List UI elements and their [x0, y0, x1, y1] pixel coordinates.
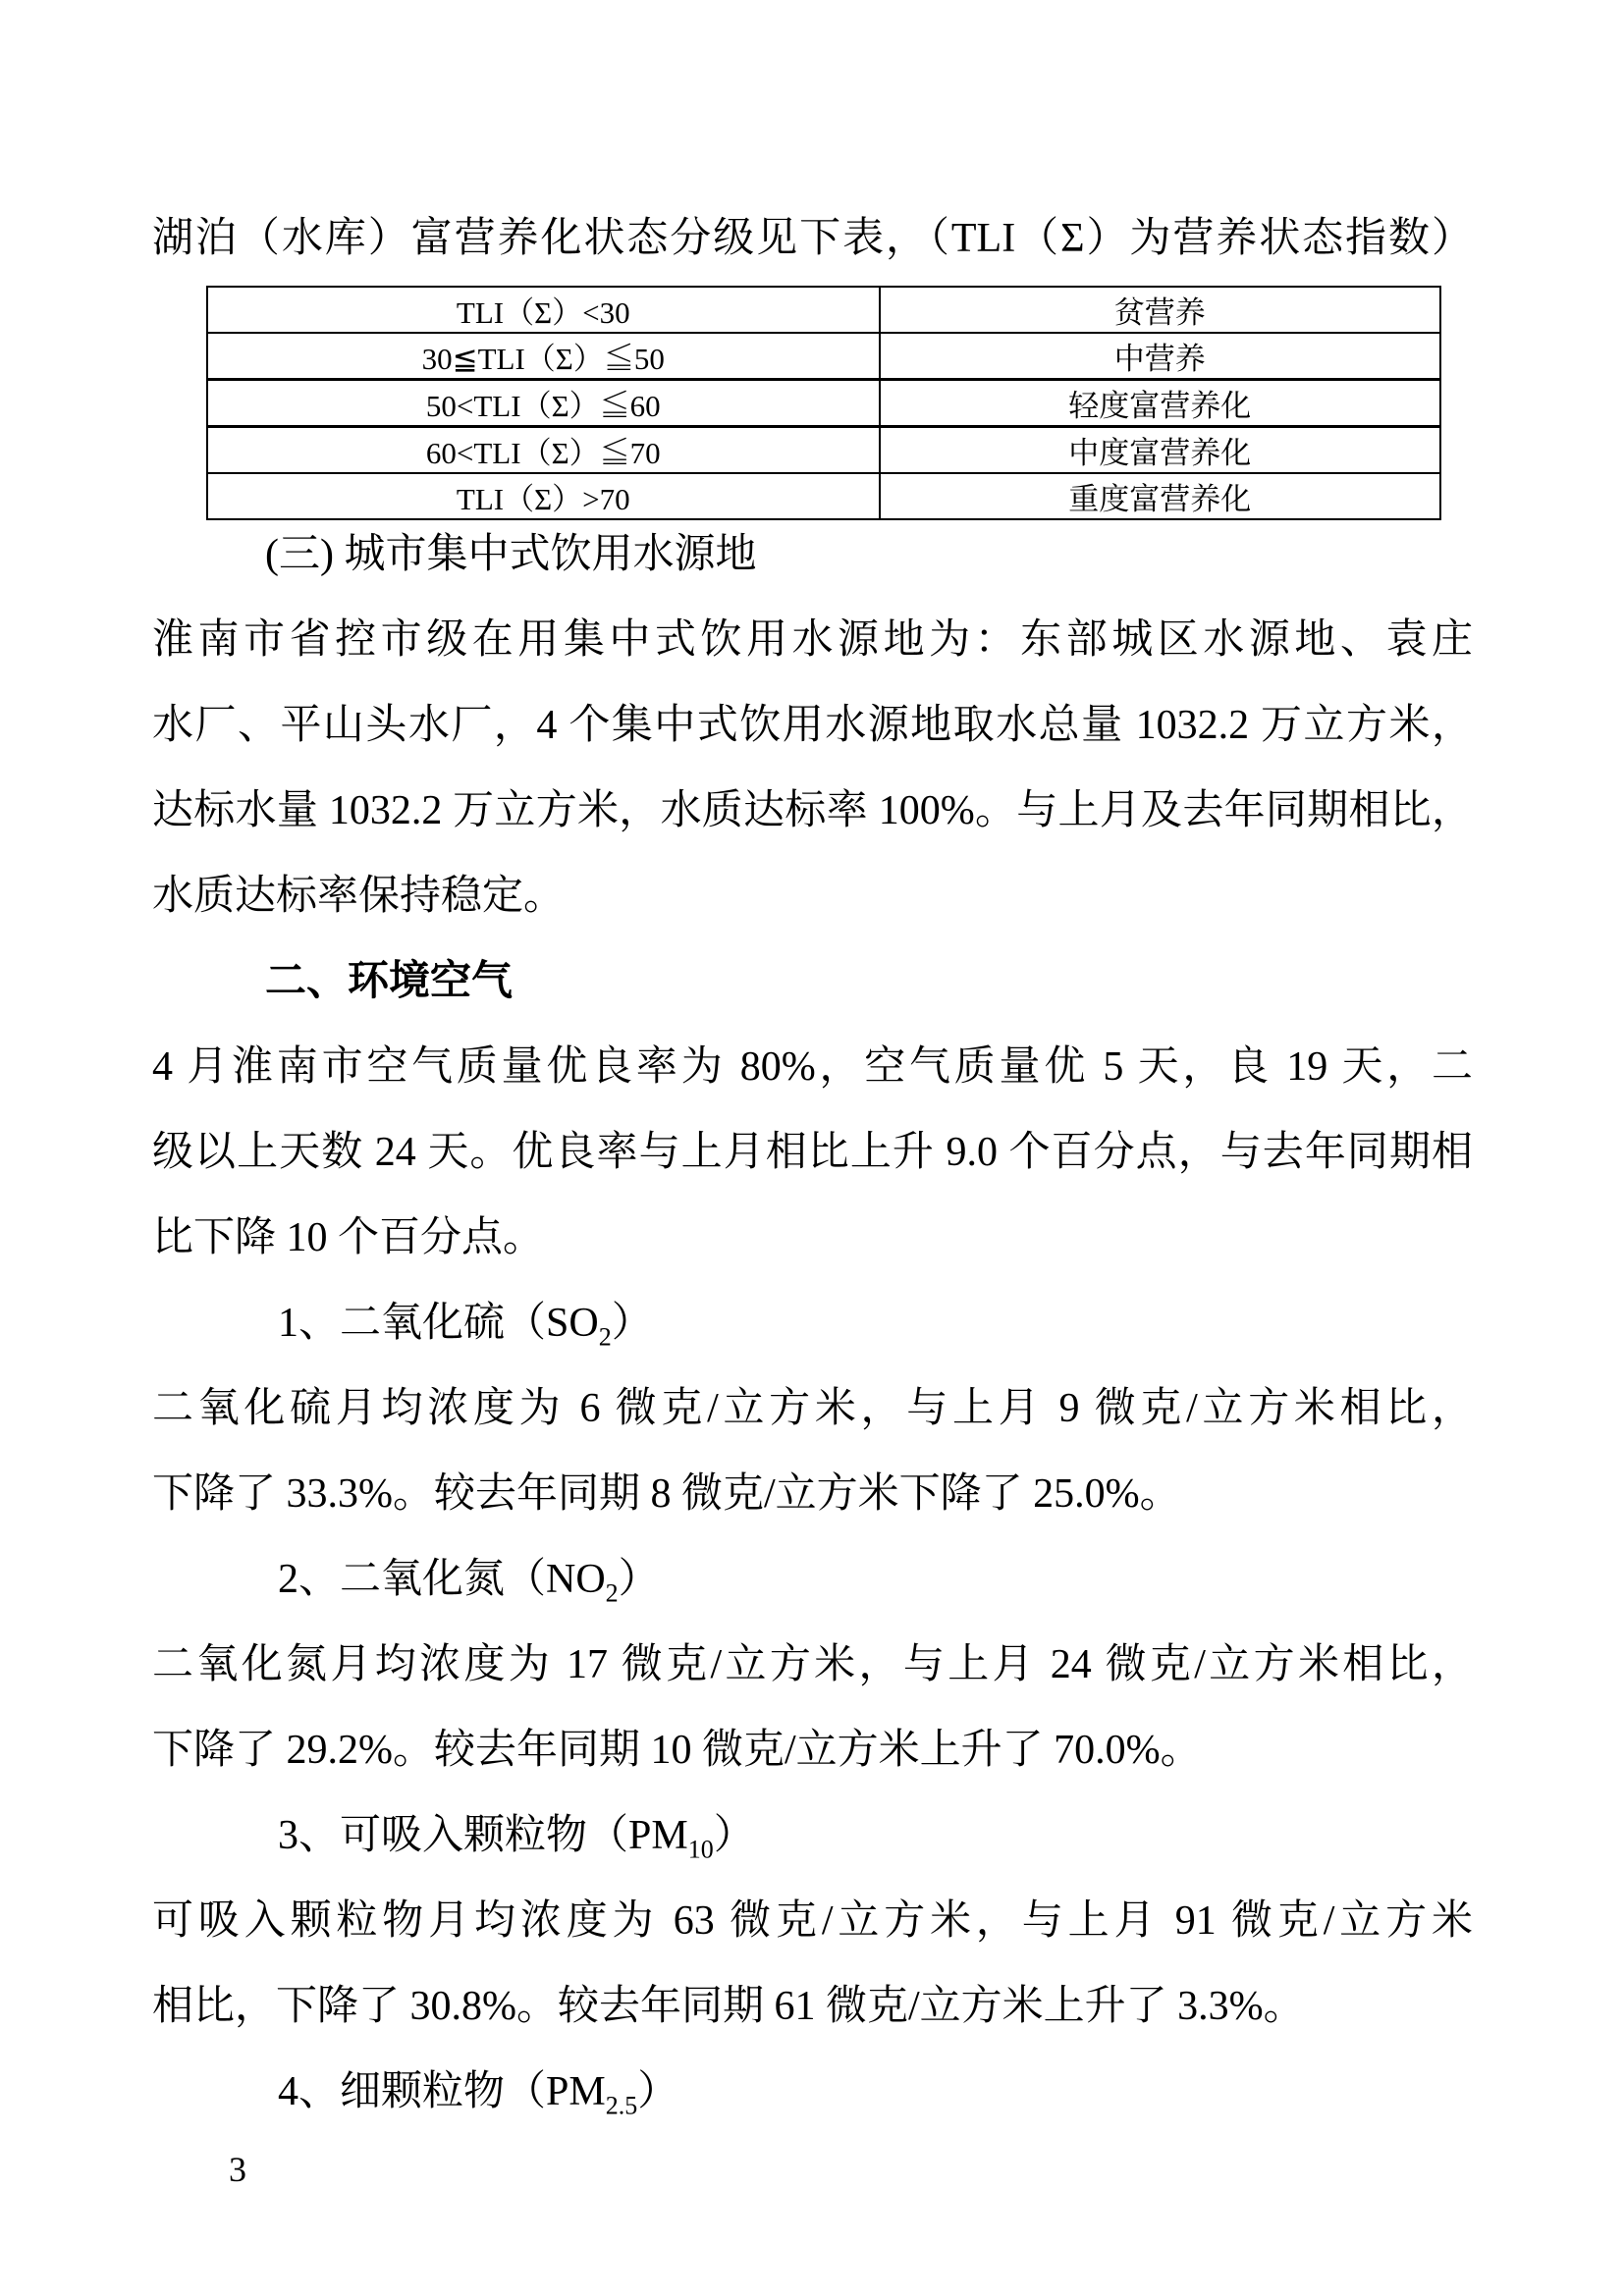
tli-status-cell: 中营养 [880, 333, 1440, 380]
pm25-subscript: 2.5 [605, 2091, 638, 2120]
page-number: 3 [229, 2150, 246, 2189]
water-paragraph-line: 淮南市省控市级在用集中式饮用水源地为：东部城区水源地、袁庄 [152, 617, 1473, 663]
pm10-paragraph-line: 相比，下降了 30.8%。较去年同期 61 微克/立方米上升了 3.3%。 [152, 1984, 1305, 2029]
table-row [207, 380, 1440, 427]
table-row [207, 473, 1440, 519]
tli-range-cell: 60<TLI（Σ）≦70 [207, 427, 880, 474]
air-paragraph-line: 比下降 10 个百分点。 [152, 1215, 545, 1260]
tli-range-cell: TLI（Σ）<30 [207, 287, 880, 333]
table-row [207, 287, 1440, 333]
tli-status-cell: 中度富营养化 [880, 427, 1440, 474]
table-row [207, 427, 1440, 474]
no2-item-heading [152, 1549, 1473, 1610]
so2-subscript: 2 [598, 1322, 612, 1352]
pm10-label-close: ） [713, 1813, 755, 1858]
pm25-label-close: ） [637, 2069, 679, 2114]
no2-paragraph-line: 下降了 29.2%。较去年同期 10 微克/立方米上升了 70.0%。 [152, 1728, 1202, 1773]
tli-range-cell: 30≦TLI（Σ）≦50 [207, 333, 880, 380]
air-paragraph-line: 4 月淮南市空气质量优良率为 80%，空气质量优 5 天，良 19 天，二 [152, 1044, 1473, 1090]
intro-line: 湖泊（水库）富营养化状态分级见下表，（TLI（Σ）为营养状态指数） [152, 216, 1473, 261]
table-row [207, 333, 1440, 380]
pm10-item-heading [152, 1805, 1473, 1866]
tli-status-cell: 轻度富营养化 [880, 380, 1440, 427]
no2-paragraph-line: 二氧化氮月均浓度为 17 微克/立方米，与上月 24 微克/立方米相比， [152, 1642, 1473, 1687]
no2-label-close: ） [618, 1557, 660, 1602]
pm25-item-heading [152, 2061, 1473, 2122]
so2-item-heading [152, 1293, 1473, 1354]
tli-range-cell: TLI（Σ）>70 [207, 473, 880, 519]
water-paragraph-line: 水厂、平山头水厂，4 个集中式饮用水源地取水总量 1032.2 万立方米， [152, 703, 1473, 748]
so2-paragraph-line: 下降了 33.3%。较去年同期 8 微克/立方米下降了 25.0%。 [152, 1471, 1181, 1517]
so2-label-close: ） [611, 1301, 653, 1346]
so2-label: 1、二氧化硫（SO [278, 1301, 599, 1346]
tli-range-cell: 50<TLI（Σ）≦60 [207, 380, 880, 427]
pm10-paragraph-line: 可吸入颗粒物月均浓度为 63 微克/立方米，与上月 91 微克/立方米 [152, 1898, 1473, 1944]
water-paragraph-line: 达标水量 1032.2 万立方米，水质达标率 100%。与上月及去年同期相比， [152, 788, 1473, 833]
tli-classification-table [206, 286, 1441, 520]
air-paragraph-line: 级以上天数 24 天。优良率与上月相比上升 9.0 个百分点，与去年同期相 [152, 1130, 1473, 1175]
tli-status-cell: 贫营养 [880, 287, 1440, 333]
pm10-subscript: 10 [687, 1835, 714, 1864]
water-paragraph-line: 水质达标率保持稳定。 [152, 874, 566, 919]
no2-subscript: 2 [605, 1578, 619, 1608]
tli-status-cell: 重度富营养化 [880, 473, 1440, 519]
pm10-label: 3、可吸入颗粒物（PM [278, 1813, 688, 1858]
section-air-heading: 二、环境空气 [265, 959, 514, 1004]
pm25-label: 4、细颗粒物（PM [278, 2069, 606, 2114]
so2-paragraph-line: 二氧化硫月均浓度为 6 微克/立方米，与上月 9 微克/立方米相比， [152, 1386, 1473, 1431]
section-water-heading: (三) 城市集中式饮用水源地 [265, 532, 757, 577]
no2-label: 2、二氧化氮（NO [278, 1557, 606, 1602]
